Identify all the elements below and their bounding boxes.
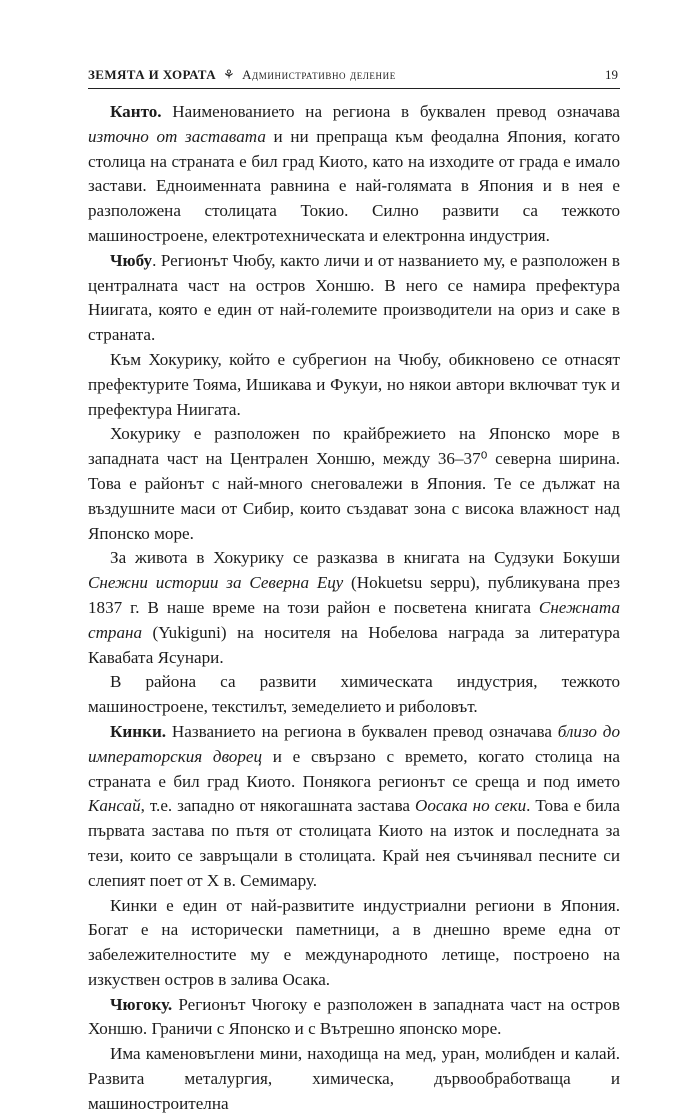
text-run: (Hokuetsu seppu), публикувана през 1837 г. В наше време на този район е посветена книгата [88, 573, 621, 617]
text-run: . Регионът Чюбу, както личи и от названието му, е разположен в централната част на остров Хоншю. В него се намира префектура Ниигата, която е един от най-големите производители на ориз и саке в страната. [88, 250, 620, 345]
text-run: Названието на региона в буквален превод означава [166, 721, 558, 741]
text-run: , т.е. западно от някогашната застава [140, 796, 415, 816]
paragraph [88, 993, 620, 1043]
text-run: Хокурику е разположен по крайбрежието на Японско море в западната част на Централен Хоншю, между 36–37⁰ северна ширина. Това е районът с най-много снеговалежи в Япония. Те се дължат на въздушните маси от Сибир, които създават зона с висока влажност над Японско море. [88, 424, 620, 543]
italic-run: Снежни истории за Северна Ецу [88, 573, 344, 593]
paragraph [88, 670, 620, 720]
bold-run: Кинки. [110, 721, 167, 741]
text-run: За живота в Хокурику се разказва в книгата на Судзуки Бокуши [110, 548, 620, 568]
italic-run: Снежната страна [88, 597, 620, 642]
paragraph [88, 100, 620, 249]
paragraph [88, 894, 620, 993]
text-run: В района са развити химическата индустрия, тежкото машиностроене, текстилът, земеделието и риболовът. [88, 672, 620, 717]
flower-ornament-icon: ⚘ [223, 67, 236, 82]
italic-run: близо до императорския дворец [88, 721, 620, 766]
paragraph [88, 348, 620, 422]
text-run: Наименованието на региона в буквален превод означава [161, 102, 620, 121]
bold-run: Канто. [110, 102, 162, 121]
page-number: 19 [605, 67, 618, 82]
running-header [88, 64, 620, 89]
text-run: Към Хокурику, който е субрегион на Чюбу, обикновено се отнасят префектурите Тояма, Ишикава и Фукуи, но някои автори включват тук и префектура Ниигата. [88, 349, 620, 419]
paragraph [88, 249, 620, 348]
body-text [88, 100, 620, 1117]
paragraph [88, 720, 620, 894]
italic-run: Оосака но секи [415, 796, 527, 816]
text-run: Кинки е един от най-развитите индустриални региони в Япония. Богат е на исторически паметници, а в днешно време една от забележителностите му е международното летище, построено на изкуствен остров в залива Осака. [88, 895, 620, 989]
section-title: Административно деление [242, 67, 396, 82]
text-run: Регионът Чюгоку е разположен в западната част на остров Хоншю. Граничи с Японско и с Вътрешно японско море. [88, 994, 620, 1039]
text-run: Има каменовъглени мини, находища на мед, уран, молибден и калай. Развита металургия, химическа, дървообработваща и машиностроителна [88, 1044, 620, 1113]
text-run: и ни препраща към феодална Япония, когато столица на страната е бил град Киото, като на изходите от града е имало застави. Едноименната равнина е най-голямата в Япония и в нея е разположена столицата Токио. Силно развити са тежкото машиностроене, електротехническата и електронна индустрия. [88, 126, 620, 245]
text-run: . Това е била първата застава по пътя от столицата Киото на изток и последната за тези, които се завръщали в столицата. Край нея съчинявал песните си слепият поет от Х в. Семимару. [88, 796, 621, 890]
paragraph [88, 422, 620, 546]
italic-run: Кансай [88, 796, 141, 816]
italic-run: източно от заставата [88, 126, 266, 146]
text-run: и е свързано с времето, когато столица на страната е бил град Киото. Понякога регионът се среща и под името [88, 746, 621, 791]
running-title [88, 67, 396, 83]
bold-run: Чюбу [110, 250, 153, 270]
text-run: (Yukiguni) на носителя на Нобелова награда за литература Кавабата Ясунари. [88, 622, 620, 667]
bold-run: Чюгоку. [110, 994, 173, 1014]
paragraph [88, 1042, 620, 1116]
book-title: ЗЕМЯТА И ХОРАТА [88, 67, 216, 82]
paragraph [88, 546, 620, 670]
